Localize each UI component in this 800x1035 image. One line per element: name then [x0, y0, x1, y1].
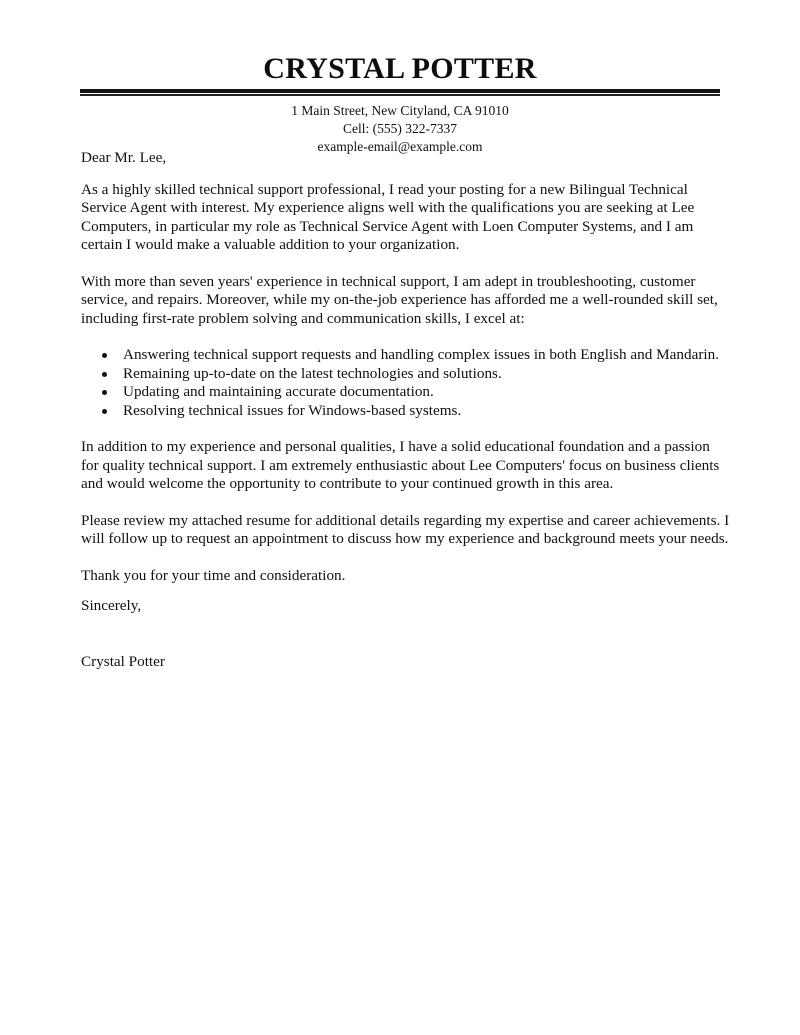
contact-block — [0, 102, 800, 156]
contact-email: example-email@example.com — [317, 139, 483, 154]
skills-list — [81, 346, 731, 420]
paragraph-intro: As a highly skilled technical support professional, I read your posting for a new Bilingual Technical Service Agent with interest. My experience aligns well with the qualifications you are seeking at Lee Computers, in particular my role as Technical Service Agent with Loen Computer Systems, and I am certain I would make a valuable addition to your organization. — [81, 180, 695, 253]
skills-list-item-text: Updating and maintaining accurate documentation. — [123, 383, 434, 400]
skills-list-item — [81, 346, 731, 365]
paragraph-experience: With more than seven years' experience in technical support, I am adept in troubleshooting, customer service, and repairs. Moreover, while my on-the-job experience has afforded me a well-rounded skill set, including first-rate problem solving and communication skills, I excel at: — [81, 272, 718, 327]
header-rule-thin — [80, 94, 720, 96]
letter-body — [81, 149, 731, 671]
paragraph-education: In addition to my experience and personal qualities, I have a solid educational foundation and a passion for quality technical support. I am extremely enthusiastic about Lee Computers' focus on business clients and would welcome the opportunity to contribute to your continued growth in this area. — [81, 438, 720, 492]
skills-list-item — [81, 402, 731, 421]
skills-list-item-text: Remaining up-to-date on the latest technologies and solutions. — [123, 364, 502, 382]
skills-list-item — [81, 383, 731, 402]
paragraph-followup: Please review my attached resume for additional details regarding my expertise and career achievements. I will follow up to request an appointment to discuss how my experience and background meets your needs. — [81, 511, 730, 547]
bullet-icon — [102, 409, 107, 414]
contact-phone: Cell: (555) 322-7337 — [343, 121, 457, 136]
closing: Sincerely, — [81, 597, 142, 614]
bullet-icon — [102, 390, 107, 395]
header-rule-thick — [80, 89, 720, 93]
skills-list-item — [81, 365, 731, 384]
contact-address: 1 Main Street, New Cityland, CA 91010 — [291, 103, 509, 118]
skills-list-item-text: Resolving technical issues for Windows-based systems. — [123, 401, 462, 419]
bullet-icon — [102, 372, 107, 377]
thanks-line: Thank you for your time and consideration. — [81, 566, 346, 584]
salutation: Dear Mr. Lee, — [81, 149, 167, 166]
bullet-icon — [102, 353, 107, 358]
signature: Crystal Potter — [81, 652, 165, 670]
skills-list-item-text: Answering technical support requests and handling complex issues in both English and Mandarin. — [123, 346, 719, 363]
applicant-name: CRYSTAL POTTER — [263, 52, 537, 85]
